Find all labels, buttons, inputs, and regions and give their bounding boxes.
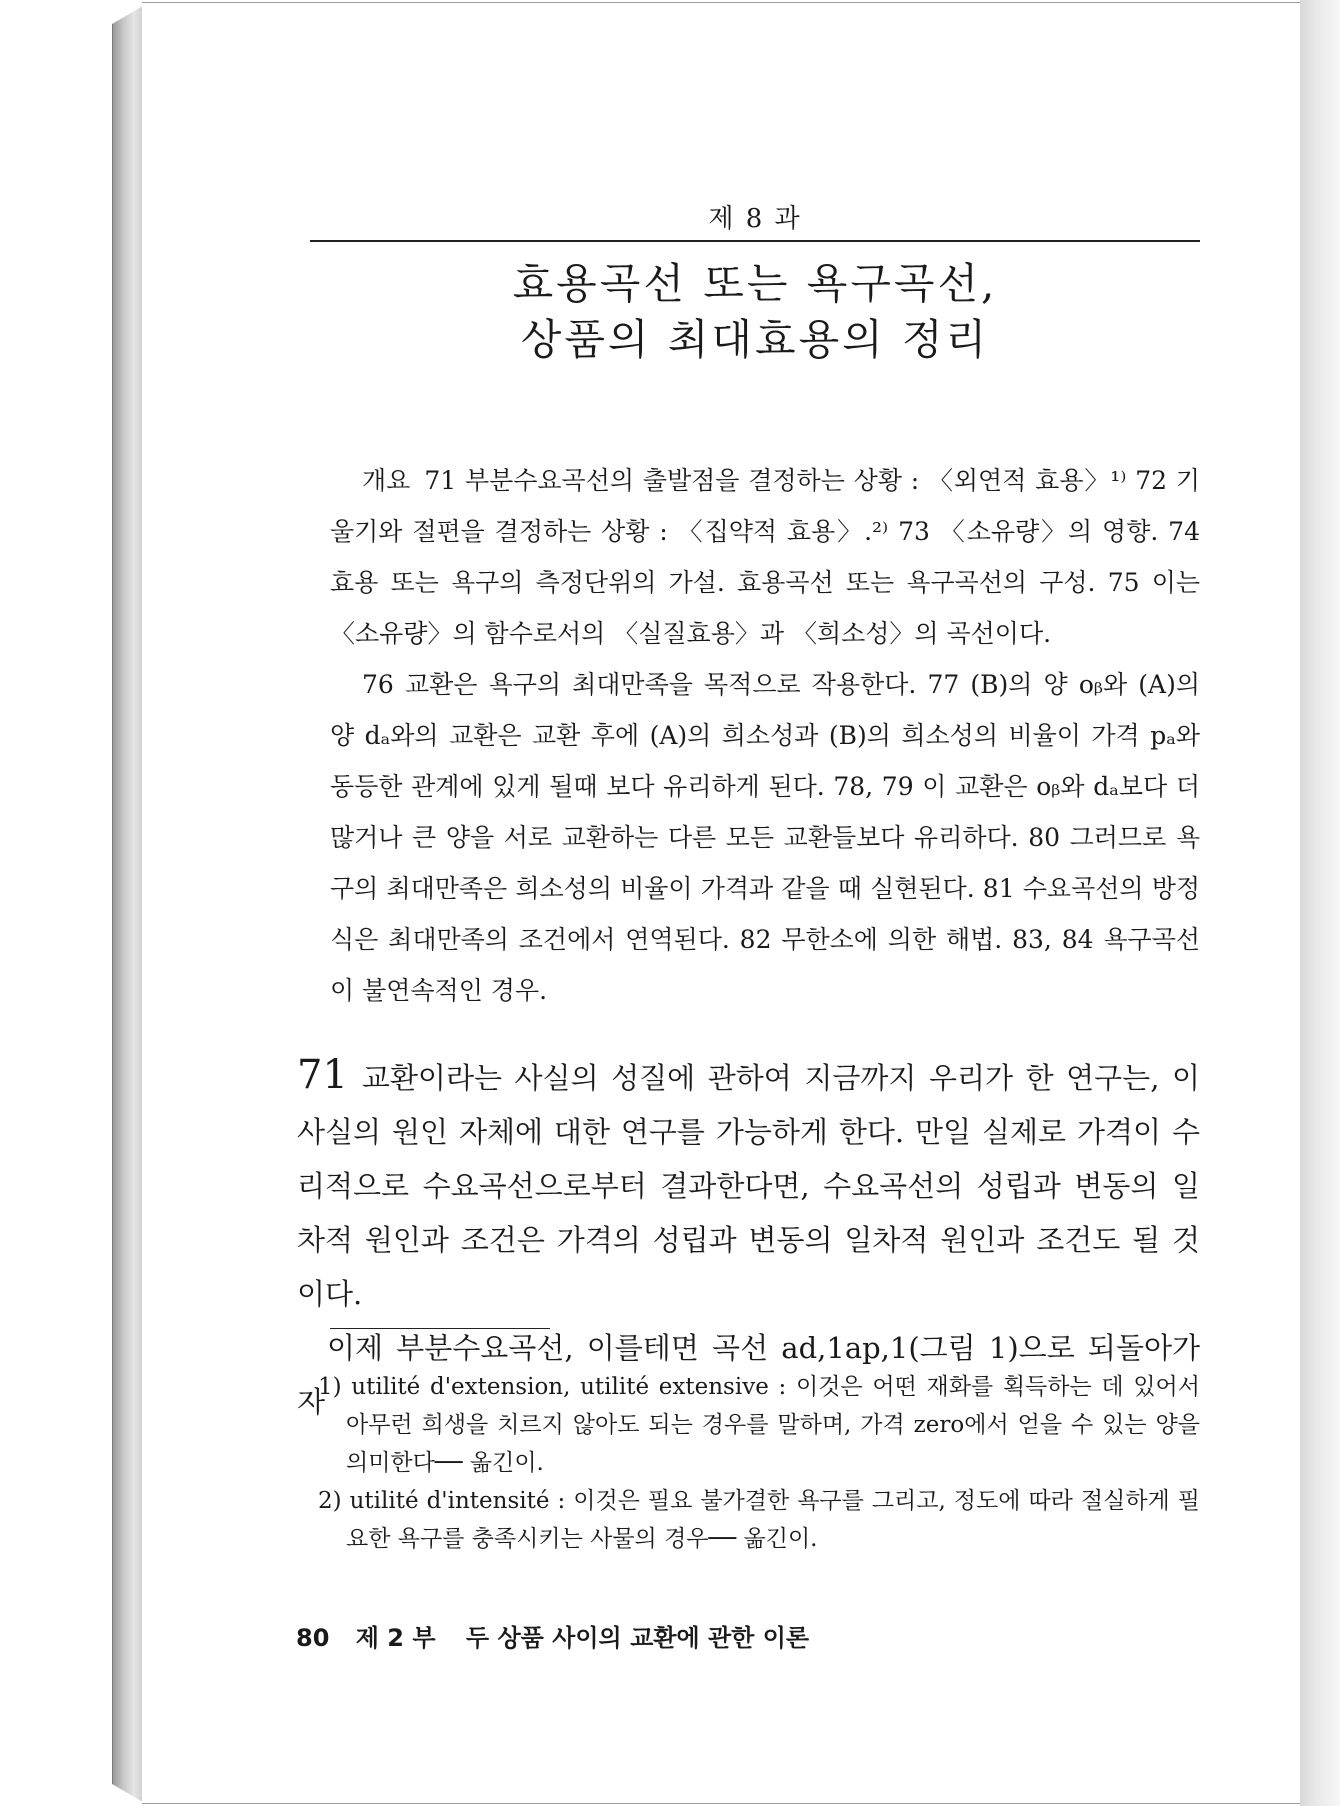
chapter-title-line-1: 효용곡선 또는 욕구곡선, (512, 259, 998, 308)
footer-part: 제 2 부 (355, 1624, 436, 1652)
chapter-title (310, 256, 1200, 368)
paragraph-number: 71 (297, 1052, 348, 1098)
lesson-label: 제 8 과 (708, 204, 802, 234)
book-spine-edge (112, 6, 143, 1802)
body-paragraph-continued: 이제 부분수요곡선, 이를테면 곡선 ad,1ap,1(그림 1)으로 되돌아가자 (297, 1331, 1200, 1419)
footnote-2: 2) utilité d'intensité : 이것은 필요 불가결한 욕구를 그리고, 정도에 따라 절실하게 필요한 욕구를 충족시키는 사물의 경우── 옮긴이. (318, 1488, 1200, 1552)
footnote-rule (330, 1328, 550, 1329)
summary-prefix: 개요 (362, 466, 411, 495)
chapter-summary (330, 455, 1200, 1016)
footnotes (318, 1368, 1200, 1558)
summary-paragraph-2: 76 교환은 욕구의 최대만족을 목적으로 작용한다. 77 (B)의 양 oᵦ와 (A)의 양 dₐ와의 교환은 교환 후에 (A)의 희소성과 (B)의 희소성의 비율이 가격 pₐ와 동등한 관계에 있게 될때 보다 유리하게 된다. 78, 79 이 교환은 oᵦ와 dₐ보다 더 많거나 큰 양을 서로 교환하는 다른 모든 교환들보다 유리하다. 80 그러므로 욕구의 최대만족은 희소성의 비율이 가격과 같을 때 실현된다. 81 수요곡선의 방정식은 최대만족의 조건에서 연역된다. 82 무한소에 의한 해법. 83, 84 욕구곡선이 불연속적인 경우. (330, 670, 1200, 1005)
page-number: 80 (296, 1624, 330, 1652)
title-rule (310, 240, 1200, 242)
footer-section: 두 상품 사이의 교환에 관한 이론 (465, 1624, 810, 1652)
chapter-title-line-2: 상품의 최대효용의 정리 (520, 315, 990, 364)
footnote-1: 1) utilité d'extension, utilité extensive : 이것은 어떤 재화를 획득하는 데 있어서 아무런 희생을 치르지 않아도 되는 경우를 말하며, 가격 zero에서 얻을 수 있는 양을 의미한다── 옮긴이. (318, 1374, 1200, 1476)
summary-paragraph-1 (330, 455, 1200, 659)
running-footer (296, 1618, 809, 1653)
summary-text-1: 71 부분수요곡선의 출발점을 결정하는 상황 : 〈외연적 효용〉¹⁾ 72 기울기와 절편을 결정하는 상황 : 〈집약적 효용〉.²⁾ 73 〈소유량〉의 영향. 74 효용 또는 욕구의 측정단위의 가설. 효용곡선 또는 욕구곡선의 구성. 75 이는 〈소유량〉의 함수로서의 〈실질효용〉과 〈희소성〉의 곡선이다. (330, 466, 1200, 648)
book-right-shadow (1300, 0, 1340, 1806)
body-paragraph-71-text: 교환이라는 사실의 성질에 관하여 지금까지 우리가 한 연구는, 이 사실의 원인 자체에 대한 연구를 가능하게 한다. 만일 실제로 가격이 수리적으로 수요곡선으로부터 결과한다면, 수요곡선의 성립과 변동의 일차적 원인과 조건은 가격의 성립과 변동의 일차적 원인과 조건도 될 것이다. (297, 1061, 1200, 1311)
body-paragraph-71 (297, 1048, 1200, 1321)
